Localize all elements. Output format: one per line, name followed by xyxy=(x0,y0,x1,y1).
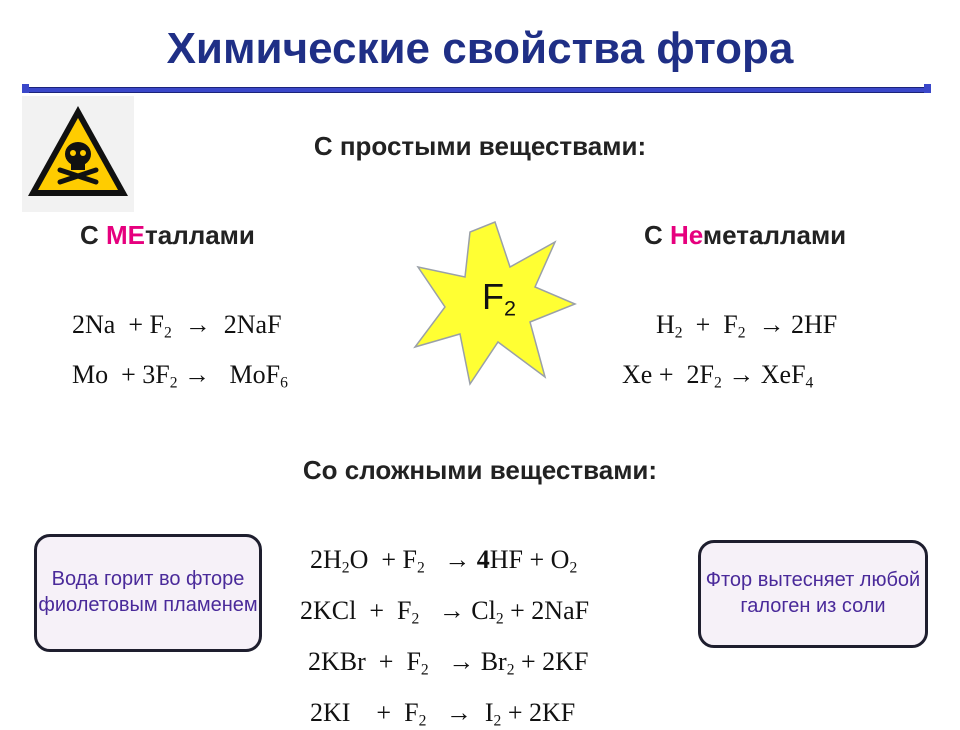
complex-reaction-4 xyxy=(310,698,575,728)
subscript: 2 xyxy=(495,610,504,628)
subscript: 2 xyxy=(411,610,420,628)
formula-text: HF + O xyxy=(489,545,570,574)
halogen-displacement-note: Фтор вытесняет любой галоген из соли xyxy=(698,540,928,648)
formula-text: O + F xyxy=(349,545,417,574)
formula-text: → XeF xyxy=(721,360,806,389)
formula-text: 2H xyxy=(310,545,342,574)
nonmetal-reaction-2 xyxy=(622,360,813,390)
formula-text: H xyxy=(656,310,675,339)
fluorine-symbol: $F_2$ xyxy=(482,276,517,321)
formula-text: Xe + 2F xyxy=(622,360,714,389)
formula-text: 2KI + F xyxy=(310,698,419,727)
subscript: 2 xyxy=(341,559,350,577)
formula-text: 2KCl + F xyxy=(300,596,412,625)
subscript: 2 xyxy=(169,374,178,392)
simple-substances-heading: С простыми веществами: xyxy=(313,131,647,161)
complex-reaction-3 xyxy=(308,647,588,677)
subscript: 2 xyxy=(163,324,172,342)
formula-text: + 2KF xyxy=(501,698,576,727)
nonmetal-reaction-1 xyxy=(656,310,837,340)
complex-reaction-2 xyxy=(300,596,589,626)
subscript: 2 xyxy=(674,324,683,342)
subscript: 2 xyxy=(416,559,425,577)
subscript: 2 xyxy=(493,712,502,730)
subscript: 2 xyxy=(569,559,578,577)
subscript: 2 xyxy=(713,374,722,392)
divider-right-cap xyxy=(924,84,931,93)
subscript: 2 xyxy=(420,661,429,679)
title-divider xyxy=(24,87,930,93)
formula-text: 2KBr + F xyxy=(308,647,421,676)
metal-reaction-2 xyxy=(72,360,288,390)
formula-text: → 2NaF xyxy=(171,310,282,339)
complex-substances-heading: Со сложными веществами: xyxy=(302,455,658,485)
formula-text: → Cl xyxy=(419,596,496,625)
formula-text: + 2KF xyxy=(514,647,589,676)
formula-text: + 2NaF xyxy=(503,596,590,625)
formula-text: + F xyxy=(682,310,738,339)
water-burns-note: Вода горит во фторе фиолетовым пламенем xyxy=(34,534,262,652)
subscript: 2 xyxy=(506,661,515,679)
formula-text: → xyxy=(424,545,477,574)
nonmetals-heading: С Неметаллами xyxy=(644,220,847,250)
complex-reaction-1 xyxy=(310,545,577,575)
formula-text: 2Na + F xyxy=(72,310,164,339)
subscript: 2 xyxy=(737,324,746,342)
formula-text: → I xyxy=(426,698,494,727)
subscript: 4 xyxy=(805,374,814,392)
subscript: 2 xyxy=(418,712,427,730)
subscript: 6 xyxy=(280,374,288,392)
divider-left-cap xyxy=(22,84,29,93)
page-title: Химические свойства фтора xyxy=(166,24,794,73)
formula-text: Mo + 3F xyxy=(72,360,170,389)
formula-text: → MoF xyxy=(177,360,281,389)
metals-heading: С МЕталлами xyxy=(80,220,255,250)
metal-reaction-1 xyxy=(72,310,282,340)
bold-coefficient: 4 xyxy=(476,545,490,574)
formula-text: → Br xyxy=(428,647,507,676)
formula-text: → 2HF xyxy=(745,310,838,339)
